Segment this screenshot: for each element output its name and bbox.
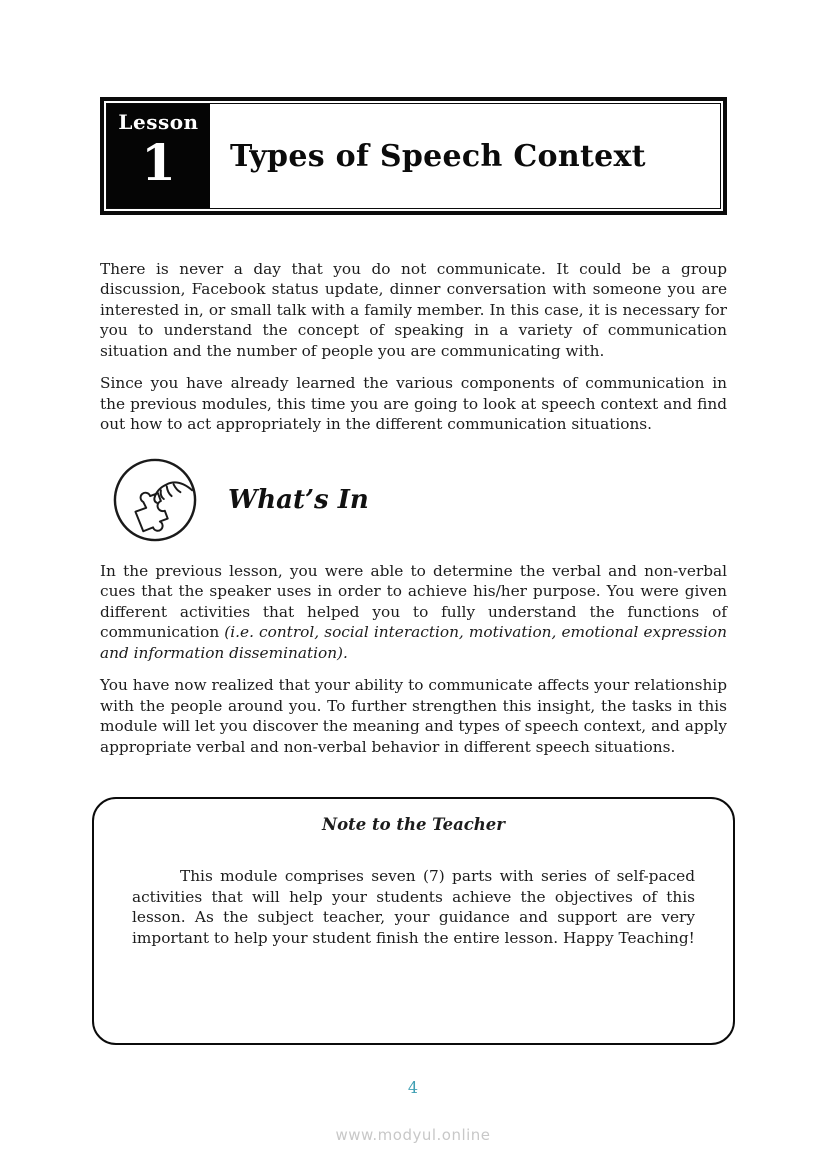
page-number: 4 xyxy=(407,1078,419,1097)
intro-paragraph-2: Since you have already learned the various components of communication in the previous modules, this time you are going to look at speech context and find out how to act appropriately in the different communication situations. xyxy=(100,374,727,434)
lesson-label: Lesson xyxy=(118,110,199,134)
whats-in-section-header xyxy=(112,457,727,543)
lesson-header-inner xyxy=(106,103,721,209)
whats-in-paragraph-1 xyxy=(100,561,727,663)
note-to-teacher-box xyxy=(92,797,735,1045)
note-to-teacher-body: This module comprises seven (7) parts with series of self-paced activities that will help your students achieve the objectives of this lesson. As the subject teacher, your guidance and support are very important to help your student finish the entire lesson. Happy Teaching! xyxy=(132,867,695,947)
whats-in-paragraph-2: You have now realized that your ability to communicate affects your relationship with the people around you. To further strengthen this insight, the tasks in this module will let you discover the meaning and types of speech context, and apply appropriate verbal and non-verbal behavior in different speech situations. xyxy=(100,676,727,756)
intro-paragraph-1: There is never a day that you do not communicate. It could be a group discussion, Facebook status update, dinner conversation with someone you are interested in, or small talk with a family member. In this case, it is necessary for you to understand the concept of speaking in a variety of communication situation and the number of people you are communicating with. xyxy=(100,260,727,360)
whats-in-paragraph-1-italic: (i.e. control, social interaction, motivation, emotional expression and information dissemination). xyxy=(100,623,727,662)
whats-in-heading: What’s In xyxy=(228,484,369,515)
watermark-text: www.modyul.online xyxy=(335,1126,491,1144)
note-to-teacher-title: Note to the Teacher xyxy=(322,815,505,835)
whats-in-paragraph-1-normal: In the previous lesson, you were able to determine the verbal and non-verbal cues that the speaker uses in order to achieve his/her purpose. You were given different activities that helped you to fully understand the functions of communication xyxy=(100,561,727,642)
lesson-number: 1 xyxy=(141,133,176,192)
lesson-header xyxy=(100,97,727,215)
lesson-title: Types of Speech Context xyxy=(230,138,646,174)
lesson-number-badge xyxy=(107,104,210,208)
hand-puzzle-icon xyxy=(112,457,198,543)
